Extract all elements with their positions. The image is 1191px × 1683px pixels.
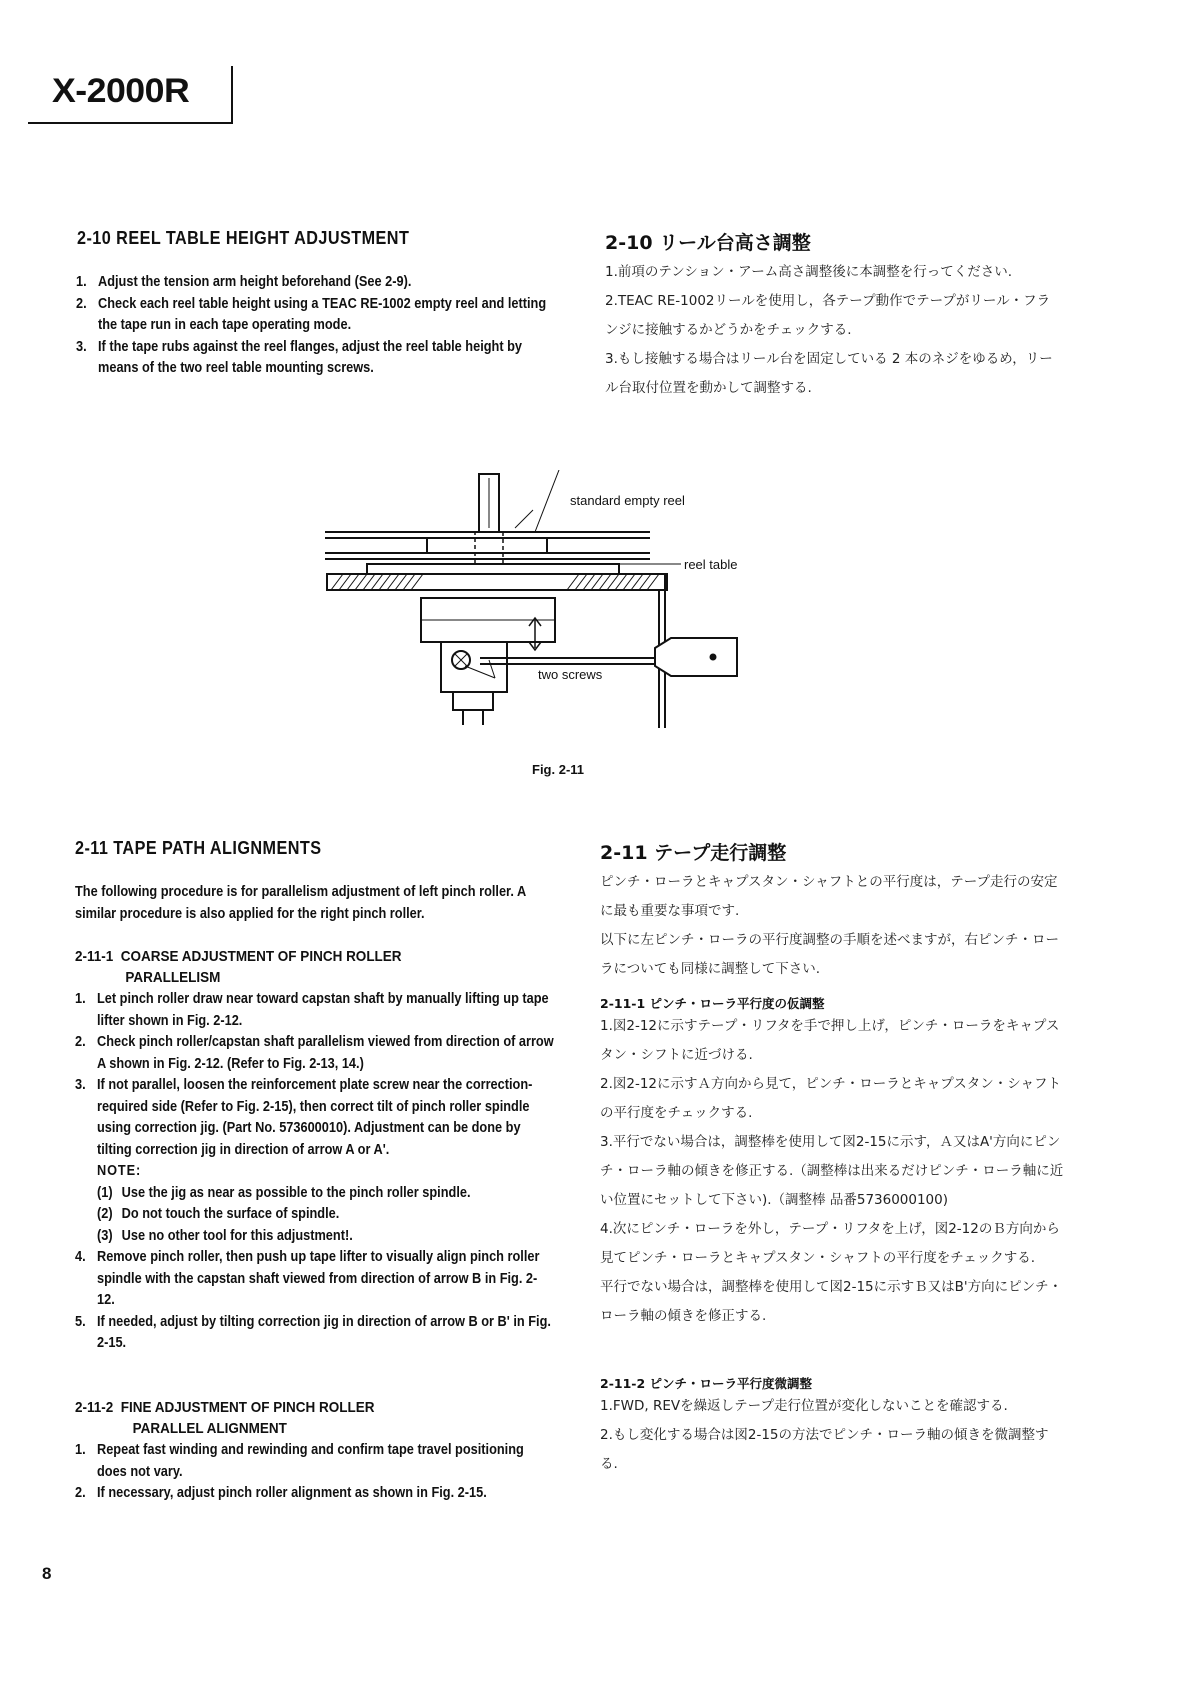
page-number: 8 <box>42 1564 52 1583</box>
section-2-11-intro-jp: ピンチ・ローラとキャプスタン・シャフトとの平行度は，テープ走行の安定に最も重要な事項です. 以下に左ピンチ・ローラの平行度調整の手順を述べますが，右ピンチ・ローラについても同様に調整して下さい. <box>600 874 1059 977</box>
list-item: 2.TEAC RE-1002リールを使用し，各テープ動作でテープがリール・フランジに接触するかどうかをチェックする. <box>605 293 1051 338</box>
header-divider-vertical <box>231 66 233 124</box>
section-2-10-list-jp <box>605 258 1060 403</box>
list-item: 4. Remove pinch roller, then push up tape lifter to visually align pinch roller spindle with the capstan shaft viewed from direction of arrow B in Fig. 2-12. <box>75 1249 540 1308</box>
list-item: 1.図2-12に示すテープ・リフタを手で押し上げ，ピンチ・ローラをキャプスタン・シフトに近づける. <box>600 1018 1060 1063</box>
note-item: (3) Use no other tool for this adjustment!. <box>97 1227 353 1244</box>
list-item: 4.次にピンチ・ローラを外し，テープ・リフタを上げ，図2-12のＢ方向から見てピンチ・ローラとキャプスタン・シャフトの平行度をチェックする. 平行でない場合は，調整棒を使用して図2-15に示すＢ又はB'方向にピンチ・ローラ軸の傾きを修正する. <box>600 1221 1063 1324</box>
subsection-2-11-2-list-jp <box>600 1392 1065 1479</box>
label-reel-table: reel table <box>684 557 738 572</box>
label-two-screws: two screws <box>538 667 603 682</box>
reel-table-figure <box>315 470 835 740</box>
note-block <box>75 1161 555 1247</box>
subsection-2-11-2-list-en <box>75 1440 555 1505</box>
list-item: 3. If the tape rubs against the reel flanges, adjust the reel table height by means of the two reel table mounting screws. <box>76 338 523 376</box>
note-list <box>97 1183 555 1248</box>
section-2-11-title-en: 2-11 TAPE PATH ALIGNMENTS <box>75 838 322 858</box>
note-item: (2) Do not touch the surface of spindle. <box>97 1206 340 1222</box>
subsection-2-11-1-title-jp: 2-11-1 ピンチ・ローラ平行度の仮調整 <box>600 996 825 1011</box>
list-item: 1.FWD, REVを繰返しテープ走行位置が変化しないことを確認する. <box>600 1398 1008 1414</box>
list-item: 2.もし変化する場合は図2-15の方法でピンチ・ローラ軸の傾きを微調整する. <box>600 1427 1049 1472</box>
subsection-2-11-1-title-en: 2-11-1 COARSE ADJUSTMENT OF PINCH ROLLER PARALLELISM <box>75 948 402 986</box>
header-divider-horizontal <box>28 122 233 124</box>
list-item: 1. Let pinch roller draw near toward capstan shaft by manually lifting up tape lifter shown in Fig. 2-12. <box>75 991 549 1029</box>
list-item: 1.前項のテンション・アーム高さ調整後に本調整を行ってください. <box>605 264 1012 280</box>
list-item: 2. Check each reel table height using a TEAC RE-1002 empty reel and letting the tape run in each tape operating mode. <box>76 295 547 333</box>
list-item: 1. Adjust the tension arm height beforehand (See 2-9). <box>76 274 412 290</box>
list-item: 2. If necessary, adjust pinch roller alignment as shown in Fig. 2-15. <box>75 1485 487 1501</box>
list-item: 2. Check pinch roller/capstan shaft parallelism viewed from direction of arrow A shown in Fig. 2-12. (Refer to Fig. 2-13, 14.) <box>75 1034 554 1072</box>
section-2-10-title-en: 2-10 REEL TABLE HEIGHT ADJUSTMENT <box>77 228 410 248</box>
list-item: 2.図2-12に示すＡ方向から見て，ピンチ・ローラとキャプスタン・シャフトの平行度をチェックする. <box>600 1076 1061 1121</box>
label-standard-empty-reel: standard empty reel <box>570 493 685 508</box>
subsection-2-11-1-list-jp <box>600 1012 1065 1331</box>
model-title: X-2000R <box>52 72 190 110</box>
list-item: 1. Repeat fast winding and rewinding and confirm tape travel positioning does not vary. <box>75 1442 524 1480</box>
note-label: NOTE: <box>97 1163 142 1179</box>
subsection-2-11-2-title-jp: 2-11-2 ピンチ・ローラ平行度微調整 <box>600 1376 813 1391</box>
section-2-11-title-jp: 2-11 テープ走行調整 <box>600 842 787 864</box>
subsection-2-11-2-title-en: 2-11-2 FINE ADJUSTMENT OF PINCH ROLLER PARALLEL ALIGNMENT <box>75 1399 375 1437</box>
section-2-10-title-jp: 2-10 リール台高さ調整 <box>605 232 811 254</box>
section-2-10-list-en <box>76 272 547 380</box>
list-item: 3. If not parallel, loosen the reinforcement plate screw near the correction-required side (Refer to Fig. 2-15), then correct tilt of pinch roller spindle using correction jig. (Part No. 573600010). Adjustment can be done by tilting correction jig in direction of arrow A or A'. <box>75 1077 533 1158</box>
note-item: (1) Use the jig as near as possible to the pinch roller spindle. <box>97 1184 471 1201</box>
list-item: 3.平行でない場合は，調整棒を使用して図2-15に示す，Ａ又はA'方向にピンチ・ローラ軸の傾きを修正する.（調整棒は出来るだけピンチ・ローラ軸に近い位置にセットして下さい).（調整棒 品番5736000100) <box>600 1134 1064 1208</box>
subsection-2-11-1-list-en <box>75 989 555 1355</box>
figure-caption: Fig. 2-11 <box>532 762 585 777</box>
list-item: 3.もし接触する場合はリール台を固定している 2 本のネジをゆるめ，リール台取付位置を動かして調整する. <box>605 351 1053 396</box>
list-item: 5. If needed, adjust by tilting correction jig in direction of arrow B or B' in Fig. 2-15. <box>75 1313 551 1351</box>
section-2-11-intro-en: The following procedure is for parallelism adjustment of left pinch roller. A similar procedure is also applied for the right pinch roller. <box>75 884 526 922</box>
